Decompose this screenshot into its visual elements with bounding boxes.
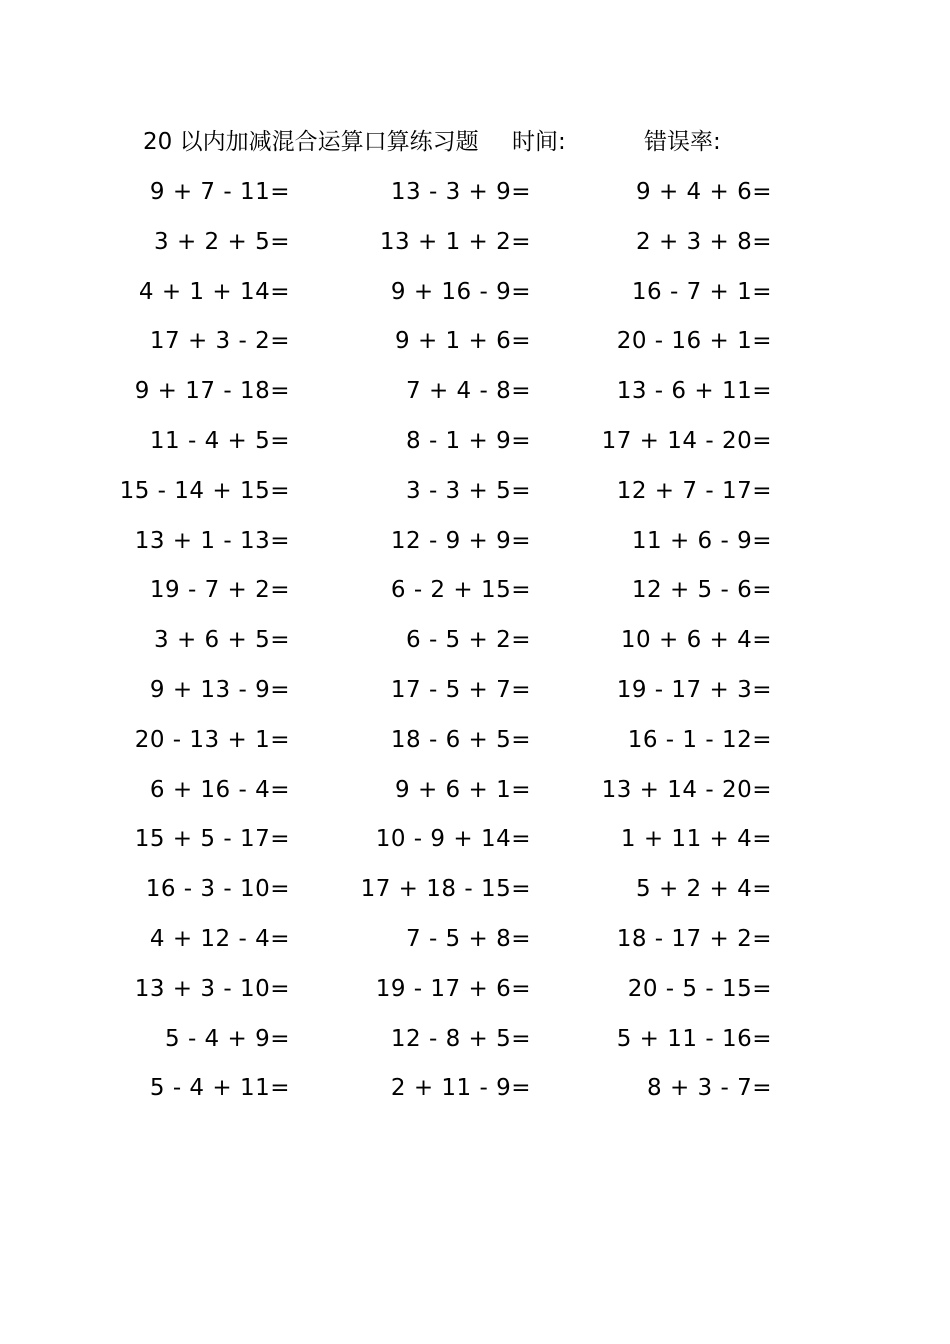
arithmetic-problem: 13 - 3 + 9=: [390, 179, 531, 205]
arithmetic-problem: 16 - 7 + 1=: [631, 278, 772, 305]
arithmetic-problem: 17 + 14 - 20=: [601, 427, 772, 454]
arithmetic-problem: 11 + 6 - 9=: [631, 527, 772, 554]
arithmetic-problem: 2 + 11 - 9=: [390, 1075, 531, 1102]
problem-row: [0, 421, 950, 471]
problem-row: [0, 570, 950, 620]
arithmetic-problem: 15 + 5 - 17=: [134, 826, 290, 853]
problem-row: [0, 371, 950, 421]
arithmetic-problem: 20 - 16 + 1=: [616, 328, 772, 355]
arithmetic-problem: 12 + 7 - 17=: [616, 477, 772, 504]
arithmetic-problem: 20 - 13 + 1=: [134, 726, 290, 753]
arithmetic-problem: 2 + 3 + 8=: [636, 228, 772, 255]
arithmetic-problem: 8 + 3 - 7=: [647, 1075, 772, 1102]
arithmetic-problem: 13 + 1 - 13=: [134, 527, 290, 554]
arithmetic-problem: 5 + 2 + 4=: [636, 876, 772, 903]
arithmetic-problem: 18 - 6 + 5=: [390, 726, 531, 753]
problem-row: [0, 1068, 950, 1118]
arithmetic-problem: 13 + 3 - 10=: [134, 975, 290, 1002]
problem-grid: [0, 172, 950, 1118]
arithmetic-problem: 7 - 5 + 8=: [406, 925, 531, 952]
arithmetic-problem: 18 - 17 + 2=: [616, 925, 772, 952]
arithmetic-problem: 16 - 1 - 12=: [627, 726, 772, 753]
problem-row: [0, 919, 950, 969]
arithmetic-problem: 17 - 5 + 7=: [390, 676, 531, 703]
arithmetic-problem: 3 + 2 + 5=: [154, 228, 290, 255]
arithmetic-problem: 12 - 8 + 5=: [390, 1025, 531, 1052]
arithmetic-problem: 12 + 5 - 6=: [631, 577, 772, 604]
time-label: 时间:: [512, 129, 566, 155]
problem-row: [0, 770, 950, 820]
problem-row: [0, 720, 950, 770]
arithmetic-problem: 3 + 6 + 5=: [154, 627, 290, 654]
arithmetic-problem: 4 + 12 - 4=: [149, 925, 290, 952]
arithmetic-problem: 13 + 14 - 20=: [601, 776, 772, 803]
arithmetic-problem: 19 - 17 + 3=: [616, 676, 772, 703]
arithmetic-problem: 5 - 4 + 11=: [149, 1075, 290, 1102]
arithmetic-problem: 1 + 11 + 4=: [620, 826, 772, 853]
problem-row: [0, 620, 950, 670]
error-rate-label: 错误率:: [644, 129, 721, 155]
arithmetic-problem: 12 - 9 + 9=: [390, 527, 531, 554]
arithmetic-problem: 17 + 18 - 15=: [360, 876, 531, 903]
arithmetic-problem: 8 - 1 + 9=: [406, 427, 531, 454]
problem-row: [0, 172, 950, 222]
arithmetic-problem: 16 - 3 - 10=: [145, 876, 290, 903]
problem-row: [0, 1019, 950, 1069]
problem-row: [0, 321, 950, 371]
arithmetic-problem: 9 + 7 - 11=: [149, 179, 290, 205]
arithmetic-problem: 13 + 1 + 2=: [379, 228, 531, 255]
arithmetic-problem: 9 + 13 - 9=: [149, 676, 290, 703]
arithmetic-problem: 6 - 2 + 15=: [390, 577, 531, 604]
arithmetic-problem: 7 + 4 - 8=: [406, 378, 531, 405]
arithmetic-problem: 17 + 3 - 2=: [149, 328, 290, 355]
arithmetic-problem: 20 - 5 - 15=: [627, 975, 772, 1002]
arithmetic-problem: 6 - 5 + 2=: [406, 627, 531, 654]
arithmetic-problem: 19 - 7 + 2=: [149, 577, 290, 604]
arithmetic-problem: 13 - 6 + 11=: [616, 378, 772, 405]
problem-row: [0, 819, 950, 869]
arithmetic-problem: 9 + 17 - 18=: [134, 378, 290, 405]
arithmetic-problem: 5 + 11 - 16=: [616, 1025, 772, 1052]
arithmetic-problem: 3 - 3 + 5=: [406, 477, 531, 504]
arithmetic-problem: 10 - 9 + 14=: [375, 826, 531, 853]
problem-row: [0, 869, 950, 919]
problem-row: [0, 272, 950, 322]
problem-row: [0, 670, 950, 720]
problem-row: [0, 969, 950, 1019]
problem-row: [0, 222, 950, 272]
arithmetic-problem: 6 + 16 - 4=: [149, 776, 290, 803]
arithmetic-problem: 9 + 16 - 9=: [390, 278, 531, 305]
worksheet-title: 20 以内加减混合运算口算练习题: [143, 129, 479, 155]
arithmetic-problem: 9 + 1 + 6=: [395, 328, 531, 355]
arithmetic-problem: 10 + 6 + 4=: [620, 627, 772, 654]
arithmetic-problem: 15 - 14 + 15=: [119, 477, 290, 504]
arithmetic-problem: 11 - 4 + 5=: [149, 427, 290, 454]
problem-row: [0, 471, 950, 521]
arithmetic-problem: 19 - 17 + 6=: [375, 975, 531, 1002]
problem-row: [0, 521, 950, 571]
arithmetic-problem: 9 + 4 + 6=: [636, 179, 772, 205]
arithmetic-problem: 4 + 1 + 14=: [138, 278, 290, 305]
arithmetic-problem: 5 - 4 + 9=: [165, 1025, 290, 1052]
arithmetic-problem: 9 + 6 + 1=: [395, 776, 531, 803]
